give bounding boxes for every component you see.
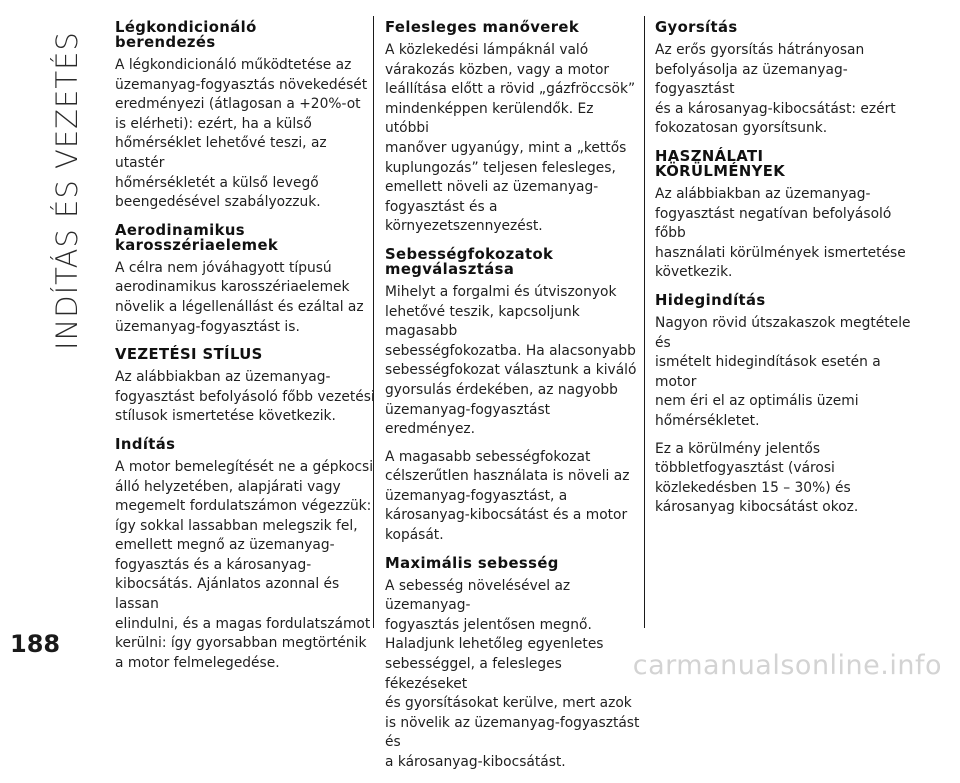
section-heading: Felesleges manőverek: [385, 19, 580, 36]
body-paragraph: Nagyon rövid útszakaszok megtétele és ismételt hidegindítások esetén a motor nem éri el az optimális üzemi hőmérsékletet.: [655, 314, 911, 429]
section: [115, 223, 375, 337]
body-paragraph: A motor bemelegítését ne a gépkocsi álló helyzetében, alapjárati vagy megemelt fordulatszámon végezzük: így sokkal lassabban melegszik fel, emellett megnő az üzemanyag- fogyasztás és a károsanyag- kibocsátás. Ajánlatos azonnal és lassan elindulni, és a magas fordulatszámot kerülni: így gyorsabban megtörténik a motor felmelegedése.: [115, 458, 374, 671]
section: [385, 556, 640, 773]
section: [115, 437, 375, 674]
section: [115, 20, 375, 213]
body-paragraph: Az alábbiakban az üzemanyag- fogyasztást negatívan befolyásoló főbb használati körülmények ismertetése következik.: [655, 185, 906, 281]
watermark: carmanualsonline.info: [632, 650, 942, 681]
section-heading: Indítás: [115, 435, 176, 453]
section-heading: VEZETÉSI STÍLUS: [115, 346, 263, 364]
body-paragraph: A légkondicionáló működtetése az üzemanyag-fogyasztás növekedését eredményezi (átlagosan a +20%-ot is elérheti): ezért, ha a külső hőmérséklet lehetővé teszi, az utastér hőmérsékletét a külső levegő beengedésével szabályozzuk.: [115, 57, 368, 211]
body-paragraph: Mihelyt a forgalmi és útviszonyok lehetővé teszik, kapcsoljunk magasabb sebességfokozatba. Ha alacsonyabb sebességfokozat választunk a kiváló gyorsulás érdekében, az nagyobb üzemanyag-fogyasztást eredményez.: [385, 283, 637, 438]
section-heading: Maximális sebesség: [385, 554, 559, 572]
section: [655, 149, 920, 283]
body-paragraph: Ez a körülmény jelentős többletfogyasztást (városi közlekedésben 15 – 30%) és károsanyag kibocsátást okoz.: [655, 440, 859, 516]
section-heading: Légkondicionáló berendezés: [115, 19, 257, 51]
text-column-2: [385, 14, 640, 783]
section: [385, 247, 640, 546]
text-column-1: [115, 14, 375, 683]
text-column-3: [655, 14, 920, 528]
body-paragraph: Az erős gyorsítás hátrányosan befolyásolja az üzemanyag-fogyasztást és a károsanyag-kibocsátást: ezért fokozatosan gyorsítsunk.: [655, 42, 896, 137]
section: [655, 20, 920, 139]
section-heading: Aerodinamikus karosszériaelemek: [115, 221, 279, 254]
page-number: 188: [10, 630, 61, 658]
body-paragraph: A célra nem jóváhagyott típusú aerodinamikus karosszériaelemek növelik a légellenállást és ezáltal az üzemanyag-fogyasztást is.: [115, 259, 364, 335]
section: [655, 293, 920, 518]
section-heading: Gyorsítás: [655, 19, 738, 36]
section: [115, 347, 375, 427]
body-paragraph: A magasabb sebességfokozat célszerűtlen használata is növeli az üzemanyag-fogyasztást, a károsanyag-kibocsátást és a motor kopását.: [385, 448, 630, 544]
section-heading: Hidegindítás: [655, 291, 766, 309]
column-divider: [644, 16, 645, 628]
body-paragraph: Az alábbiakban az üzemanyag- fogyasztást befolyásoló főbb vezetési stílusok ismertetése következik.: [115, 369, 375, 425]
section-heading: HASZNÁLATI KÖRÜLMÉNYEK: [655, 147, 786, 180]
body-paragraph: A sebesség növelésével az üzemanyag- fogyasztás jelentősen megnő. Haladjunk lehetőleg egyenletes sebességgel, a felesleges fékezéseket és gyorsításokat kerülve, mert azok is növelik az üzemanyag-fogyasztást és a károsanyag-kibocsátást.: [385, 577, 640, 770]
section: [385, 20, 640, 237]
section-heading: Sebességfokozatok megválasztása: [385, 245, 554, 278]
body-paragraph: A közlekedési lámpáknál való várakozás közben, vagy a motor leállítása előtt a rövid „gázfröccsök” mindenképpen kerülendők. Ez utóbbi manőver ugyanúgy, mint a „kettős kuplungozás” teljesen felesleges, emellett növeli az üzemanyag- fogyasztást és a környezetszennyezést.: [385, 42, 636, 235]
chapter-side-title: INDÍTÁS ÉS VEZETÉS: [50, 31, 84, 350]
